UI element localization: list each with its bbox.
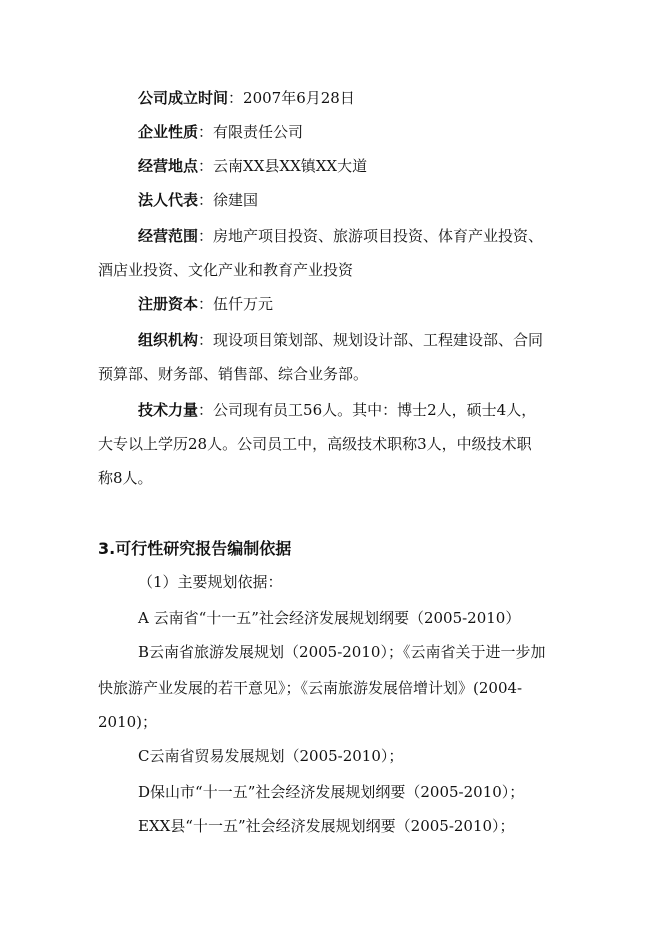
scope-line-2 — [98, 260, 353, 280]
nature-value: 有限责任公司 — [213, 123, 304, 141]
tech-line-1 — [138, 400, 536, 420]
capital-label: 注册资本 — [138, 295, 199, 313]
legal-rep-line — [138, 190, 258, 210]
org-label: 组织机构 — [138, 331, 199, 349]
capital-value: 伍仟万元 — [213, 295, 274, 313]
basis-item-d: D保山市“十一五”社会经济发展规划纲要（2005-2010）； — [138, 783, 525, 801]
legal-rep-value: 徐建国 — [213, 191, 259, 209]
section-heading: 3.可行性研究报告编制依据 — [98, 539, 292, 558]
basis-item-a: A 云南省“十一五”社会经济发展规划纲要（2005-2010） — [138, 609, 521, 627]
tech-value-3: 称8人。 — [98, 469, 153, 487]
scope-line-1 — [138, 226, 543, 246]
basis-item-c: C云南省贸易发展规划（2005-2010）； — [138, 747, 404, 765]
org-sep: ： — [198, 331, 214, 349]
legal-rep-sep: ： — [198, 191, 214, 209]
location-label: 经营地点 — [138, 157, 199, 175]
basis-item-b: B云南省旅游发展规划（2005-2010）；《云南省关于进一步加 — [138, 643, 546, 661]
scope-sep: ： — [198, 227, 214, 245]
org-line-2 — [98, 364, 368, 384]
tech-sep: ： — [198, 401, 214, 419]
org-value-2: 预算部、财务部、销售部、综合业务部。 — [98, 365, 369, 383]
location-sep: ： — [198, 157, 214, 175]
location-line — [138, 156, 367, 176]
nature-label: 企业性质 — [138, 123, 199, 141]
founded-sep: ： — [228, 89, 244, 107]
founded-label: 公司成立时间 — [138, 89, 229, 107]
capital-line — [138, 294, 273, 314]
tech-line-3 — [98, 468, 153, 488]
tech-value-2: 大专以上学历28人。公司员工中，高级技术职称3人，中级技术职 — [98, 435, 532, 453]
sub-heading: （1）主要规划依据： — [138, 573, 283, 591]
scope-value-2: 酒店业投资、文化产业和教育产业投资 — [98, 261, 354, 279]
scope-label: 经营范围 — [138, 227, 199, 245]
location-value: 云南XX县XX镇XX大道 — [213, 157, 368, 175]
scope-value-1: 房地产项目投资、旅游项目投资、体育产业投资、 — [213, 227, 544, 245]
capital-sep: ： — [198, 295, 214, 313]
legal-rep-label: 法人代表 — [138, 191, 199, 209]
nature-sep: ： — [198, 123, 214, 141]
basis-item-e: EXX县“十一五”社会经济发展规划纲要（2005-2010）； — [138, 817, 515, 835]
basis-item-b-end: 2010)； — [98, 713, 158, 731]
org-line-1 — [138, 330, 543, 350]
tech-label: 技术力量 — [138, 401, 199, 419]
tech-line-2 — [98, 434, 532, 454]
basis-item-b-cont: 快旅游产业发展的若干意见》；《云南旅游发展倍增计划》(2004- — [98, 679, 523, 697]
founded-line — [138, 88, 355, 108]
nature-line — [138, 122, 303, 142]
founded-value: 2007年6月28日 — [243, 89, 355, 107]
tech-value-1: 公司现有员工56人。其中：博士2人，硕士4人， — [213, 401, 537, 419]
org-value-1: 现设项目策划部、规划设计部、工程建设部、合同 — [213, 331, 544, 349]
